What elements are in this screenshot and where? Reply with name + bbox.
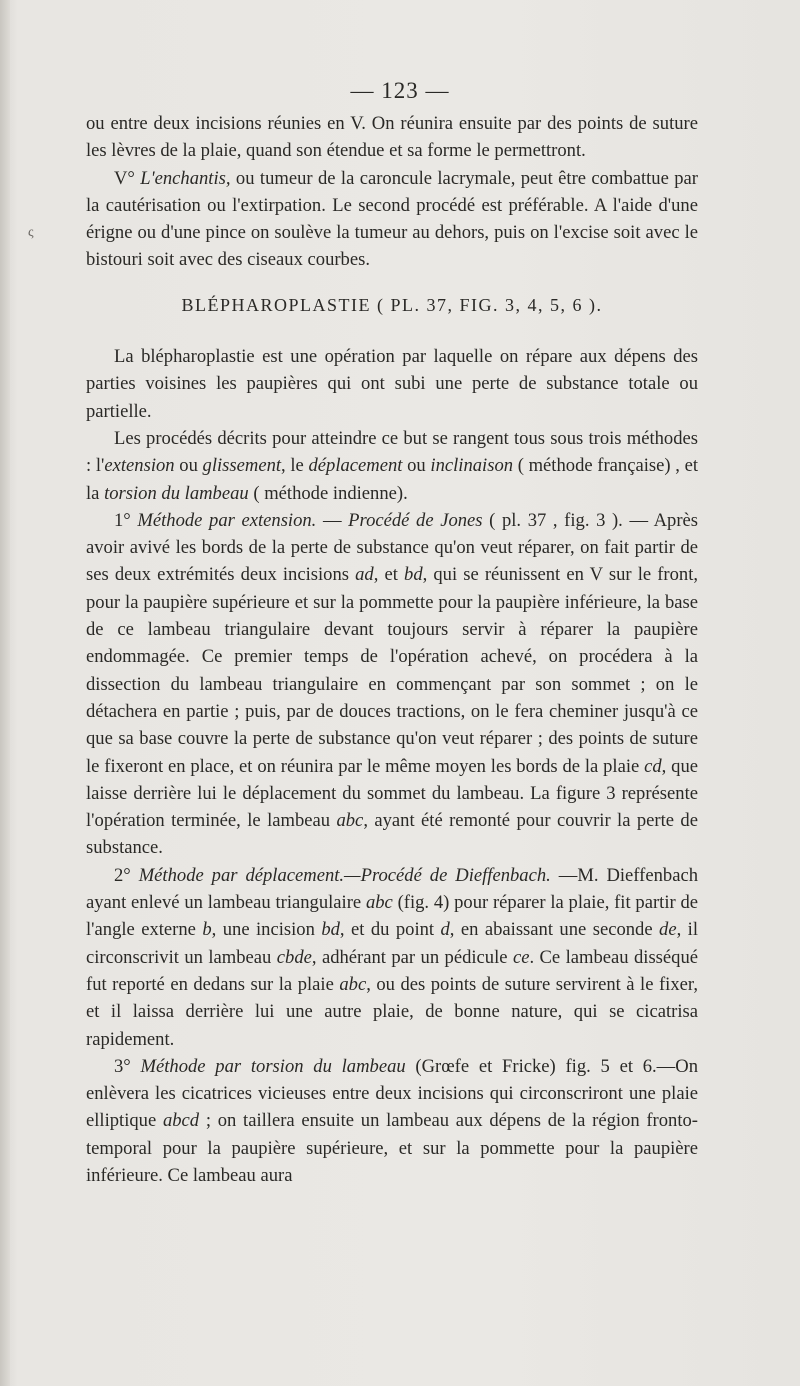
section-heading: BLÉPHAROPLASTIE ( PL. 37, FIG. 3, 4, 5, 6 ). <box>181 294 603 315</box>
paragraph-method-torsion: 3° Méthode par torsion du lambeau (Grœfe et Fricke) fig. 5 et 6.—On enlèvera les cicatrices vicieuses entre deux incisions qui circonscriront une plaie elliptique abcd ; on taillera ensuite un lambeau aux dépens de la région fronto-temporal pour la paupière supérieure, et sur la pommette pour la paupière inférieure. Ce lambeau aura <box>86 1055 698 1186</box>
paragraph-continued: ou entre deux incisions réunies en V. On réunira ensuite par des points de suture les lèvres de la plaie, quand son étendue et sa forme le permettront. <box>86 113 698 162</box>
paragraph-method-extension: 1° Méthode par extension. — Procédé de Jones ( pl. 37 , fig. 3 ). — Après avoir avivé les bords de la perte de substance qu'on veut réparer, on fait partir de ses deux extrémités deux incisions ad, et bd, qui se réunissent en V sur le front, pour la paupière supérieure et sur la pommette pour la paupière inférieure, la base de ce lambeau triangulaire devant toujours servir à réparer la paupière endommagée. Ce premier temps de l'opération achevé, on procédera à la dissection du lambeau triangulaire en commençant par son sommet ; on le détachera en partie ; puis, par de douces tractions, on le fera cheminer jusqu'à ce que sa base couvre la perte de substance qu'on veut réparer ; des points de suture le fixeront en place, et on réunira par le même moyen les bords de la plaie cd, que laisse derrière lui le déplacement du sommet du lambeau. La figure 3 représente l'opération terminée, le lambeau abc, ayant été remonté pour couvrir la perte de substance. <box>86 509 699 859</box>
page-binding-edge <box>0 0 10 1386</box>
paragraph-methods: Les procédés décrits pour atteindre ce but se rangent tous sous trois méthodes : l'extension ou glissement, le déplacement ou inclinaison ( méthode française) , et la torsion du lambeau ( méthode indienne). <box>86 427 699 504</box>
paragraph-method-deplacement: 2° Méthode par déplacement.—Procédé de Dieffenbach. —M. Dieffenbach ayant enlevé un lambeau triangulaire abc (fig. 4) pour réparer la plaie, fit partir de l'angle externe b, une incision bd, et du point d, en abaissant une seconde de, il circonscrivit un lambeau cbde, adhérant par un pédicule ce. Ce lambeau disséqué fut reporté en dedans sur la plaie abc, ou des points de suture servirent à le fixer, et il laissa derrière lui une autre plaie, de bonne nature, qui se cicatrisa rapidement. <box>86 864 699 1050</box>
page-number: — 123 — <box>350 78 450 103</box>
paragraph-enchantis: V° L'enchantis, ou tumeur de la caroncule lacrymale, peut être combattue par la cautérisation ou l'extirpation. Le second procédé est préférable. A l'aide d'une érigne ou d'une pince on soulève la tumeur au dehors, puis on l'excise soit avec le bistouri soit avec des ciseaux courbes. <box>86 167 698 271</box>
paragraph-definition: La blépharoplastie est une opération par laquelle on répare aux dépens des parties voisines les paupières qui ont subi une perte de substance totale ou partielle. <box>86 346 698 422</box>
margin-mark: ς <box>28 225 34 240</box>
page-body <box>86 110 698 1189</box>
